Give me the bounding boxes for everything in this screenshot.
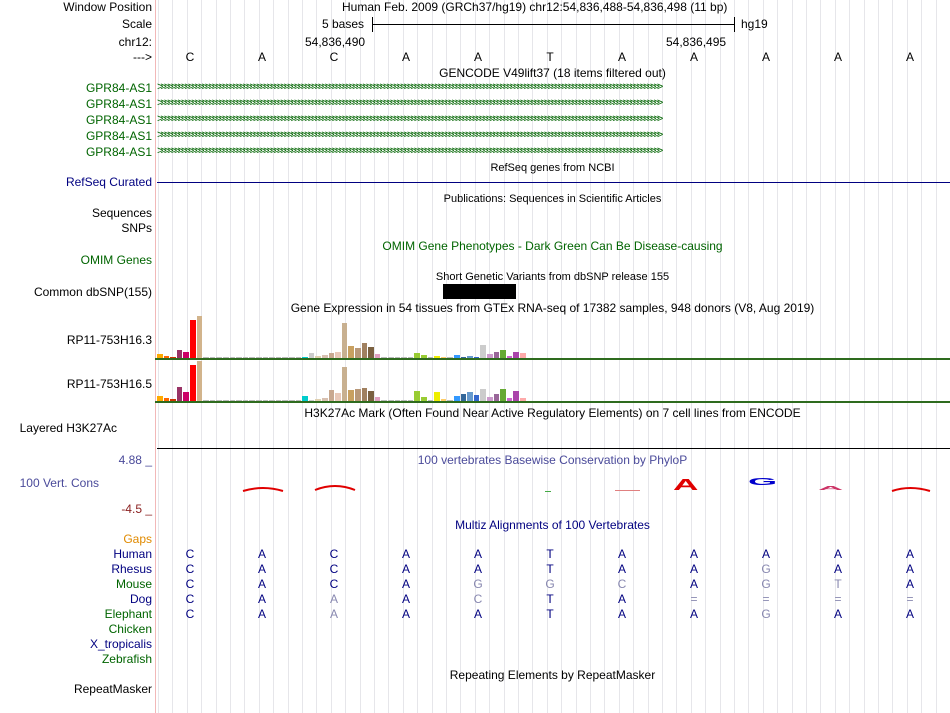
gtex-bar[interactable]	[500, 389, 506, 401]
species-label[interactable]: Rhesus	[111, 562, 152, 576]
gtex-bar[interactable]	[329, 390, 335, 401]
alignment-base: A	[257, 562, 266, 576]
gtex-bar[interactable]	[342, 367, 348, 401]
cons-logo-a2: A	[818, 486, 844, 492]
alignment-base: C	[329, 562, 339, 576]
gtex-bar[interactable]	[190, 320, 196, 358]
alignment-base: G	[761, 607, 771, 621]
omim-label[interactable]: OMIM Genes	[80, 253, 152, 267]
conservation-plot[interactable]	[155, 470, 950, 500]
alignment-base: A	[401, 547, 410, 561]
gencode-item-label[interactable]: GPR84-AS1	[85, 145, 152, 159]
alignment-base: A	[257, 592, 266, 606]
cons-logo-g: G	[748, 476, 778, 488]
gtex-bar[interactable]	[461, 394, 467, 401]
scale-bar	[372, 24, 734, 25]
multiz-title: Multiz Alignments of 100 Vertebrates	[455, 518, 650, 532]
gtex-bar[interactable]	[197, 316, 203, 358]
gtex-title: Gene Expression in 54 tissues from GTEx RNA-seq of 17382 samples, 948 donors (V8, Aug 2019)	[290, 301, 815, 315]
alignment-base: G	[473, 577, 483, 591]
gtex-bar[interactable]	[480, 345, 486, 358]
ruler-base: C	[185, 50, 195, 64]
gtex-bar[interactable]	[362, 388, 368, 401]
snps-label[interactable]: SNPs	[121, 221, 152, 235]
alignment-base: A	[329, 607, 338, 621]
alignment-base: =	[690, 592, 698, 606]
alignment-base: A	[689, 562, 698, 576]
coord-left: 54,836,490	[305, 35, 366, 49]
alignment-base: A	[905, 577, 914, 591]
alignment-base: A	[617, 592, 626, 606]
species-label[interactable]: Mouse	[115, 577, 152, 591]
sequences-label[interactable]: Sequences	[91, 206, 152, 220]
gencode-transcript[interactable]: >>>>>>>>>>>>>>>>>>>>>>>>>>>>>>>>>>>>>>>>>>>>>>>>>>>>>>>>>>>>>>>>>>>>>>>>>>>>>>>>>>>>>>>>>>>>>>>>>>>>>>>>>>>>>>>>>>>>>>>>>>>>>>>>>>>>>>>>>>>>>>>>>>>	[157, 113, 661, 125]
gtex-bar[interactable]	[342, 323, 348, 358]
chrom-label: chr12:	[118, 35, 152, 49]
cons-mark-3	[545, 491, 551, 492]
alignment-base: =	[906, 592, 914, 606]
conservation-min: -4.5 _	[121, 502, 152, 516]
species-label[interactable]: Chicken	[108, 622, 152, 636]
gtex-bar[interactable]	[494, 394, 500, 401]
alignment-base: A	[905, 562, 914, 576]
gtex-bar[interactable]	[183, 392, 189, 401]
alignment-base: A	[833, 547, 842, 561]
alignment-base: A	[905, 607, 914, 621]
window-position-label: Window Position	[63, 0, 152, 14]
alignment-base: A	[473, 562, 482, 576]
gencode-item-label[interactable]: GPR84-AS1	[85, 129, 152, 143]
conservation-label[interactable]: 100 Vert. Cons	[19, 476, 99, 490]
ruler-base: A	[905, 50, 914, 64]
species-label[interactable]: X_tropicalis	[89, 637, 152, 651]
alignment-base: T	[834, 577, 842, 591]
gtex-bar[interactable]	[480, 389, 486, 401]
window-position-value: Human Feb. 2009 (GRCh37/hg19) chr12:54,836,488-54,836,498 (11 bp)	[342, 0, 728, 14]
refseq-line[interactable]	[157, 182, 950, 183]
repeatmasker-label[interactable]: RepeatMasker	[73, 682, 152, 696]
h3k27ac-label[interactable]: Layered H3K27Ac	[19, 421, 117, 435]
alignment-base: C	[617, 577, 627, 591]
alignment-base: A	[617, 547, 626, 561]
gtex-gene-1-label[interactable]: RP11-753H16.3	[66, 333, 152, 347]
alignment-base: =	[762, 592, 770, 606]
alignment-base: G	[761, 562, 771, 576]
alignment-base: T	[546, 562, 554, 576]
alignment-base: T	[546, 547, 554, 561]
alignment-base: A	[833, 562, 842, 576]
alignment-base: A	[401, 577, 410, 591]
coord-right: 54,836,495	[666, 35, 727, 49]
alignment-base: C	[185, 547, 195, 561]
refseq-title: RefSeq genes from NCBI	[490, 162, 615, 174]
alignment-base: C	[185, 607, 195, 621]
alignment-base: A	[617, 607, 626, 621]
alignment-base: T	[546, 592, 554, 606]
gtex-bar[interactable]	[348, 346, 354, 358]
ruler-base: A	[473, 50, 482, 64]
dbsnp-variant[interactable]	[443, 284, 516, 299]
alignment-base: A	[689, 577, 698, 591]
ruler-base: C	[329, 50, 339, 64]
cons-mark-2	[315, 486, 355, 490]
scale-bar-left-tick	[372, 17, 373, 32]
alignment-base: A	[617, 562, 626, 576]
gtex-baseline-2	[155, 401, 950, 403]
alignment-base: A	[401, 592, 410, 606]
dbsnp-label[interactable]: Common dbSNP(155)	[33, 285, 152, 299]
alignment-base: A	[401, 607, 410, 621]
gencode-item-label[interactable]: GPR84-AS1	[85, 81, 152, 95]
alignment-base: C	[185, 577, 195, 591]
species-label[interactable]: Dog	[129, 592, 152, 606]
alignment-base: A	[473, 547, 482, 561]
gtex-gene-2-label[interactable]: RP11-753H16.5	[66, 377, 152, 391]
label-separator	[155, 0, 156, 713]
alignment-base: C	[329, 577, 339, 591]
gtex-bar[interactable]	[467, 392, 473, 401]
cons-mark-4	[615, 490, 640, 491]
gtex-bar[interactable]	[355, 348, 361, 358]
species-label[interactable]: Zebrafish	[101, 652, 152, 666]
alignment-base: A	[905, 547, 914, 561]
gtex-bar[interactable]	[414, 391, 420, 401]
gencode-transcript[interactable]: >>>>>>>>>>>>>>>>>>>>>>>>>>>>>>>>>>>>>>>>>>>>>>>>>>>>>>>>>>>>>>>>>>>>>>>>>>>>>>>>>>>>>>>>>>>>>>>>>>>>>>>>>>>>>>>>>>>>>>>>>>>>>>>>>>>>>>>>>>>>>>>>>>>	[157, 129, 661, 141]
alignment-base: A	[401, 562, 410, 576]
h3k27ac-title: H3K27Ac Mark (Often Found Near Active Regulatory Elements) on 7 cell lines from ENCODE	[304, 406, 801, 420]
gtex-bar[interactable]	[362, 343, 368, 358]
gtex-bar[interactable]	[368, 391, 374, 401]
gtex-baseline-1	[155, 358, 950, 360]
gencode-item-label[interactable]: GPR84-AS1	[85, 113, 152, 127]
dbsnp-title: Short Genetic Variants from dbSNP release 155	[435, 271, 670, 283]
alignment-base: T	[546, 607, 554, 621]
gencode-transcript[interactable]: >>>>>>>>>>>>>>>>>>>>>>>>>>>>>>>>>>>>>>>>>>>>>>>>>>>>>>>>>>>>>>>>>>>>>>>>>>>>>>>>>>>>>>>>>>>>>>>>>>>>>>>>>>>>>>>>>>>>>>>>>>>>>>>>>>>>>>>>>>>>>>>>>>>	[157, 97, 661, 109]
gtex-bar[interactable]	[434, 392, 440, 401]
gencode-title: GENCODE V49lift37 (18 items filtered out)	[439, 66, 666, 80]
alignment-base: A	[689, 607, 698, 621]
species-label[interactable]: Elephant	[104, 607, 152, 621]
gencode-item-label[interactable]: GPR84-AS1	[85, 97, 152, 111]
repeatmasker-title: Repeating Elements by RepeatMasker	[449, 668, 656, 682]
gtex-bar[interactable]	[177, 387, 183, 401]
conservation-max: 4.88 _	[118, 453, 152, 467]
alignment-base: A	[689, 547, 698, 561]
gtex-bar[interactable]	[500, 350, 506, 358]
gencode-transcript[interactable]: >>>>>>>>>>>>>>>>>>>>>>>>>>>>>>>>>>>>>>>>>>>>>>>>>>>>>>>>>>>>>>>>>>>>>>>>>>>>>>>>>>>>>>>>>>>>>>>>>>>>>>>>>>>>>>>>>>>>>>>>>>>>>>>>>>>>>>>>>>>>>>>>>>>	[157, 145, 661, 157]
ruler-base: A	[833, 50, 842, 64]
gtex-bar[interactable]	[513, 391, 519, 401]
cons-mark-1	[243, 488, 283, 491]
alignment-base: A	[473, 607, 482, 621]
species-label[interactable]: Human	[113, 547, 152, 561]
alignment-base: A	[257, 577, 266, 591]
strand-label: --->	[133, 50, 152, 64]
alignment-base: G	[545, 577, 555, 591]
alignment-base: A	[329, 592, 338, 606]
refseq-label[interactable]: RefSeq Curated	[65, 175, 152, 189]
publications-title: Publications: Sequences in Scientific Articles	[443, 193, 662, 205]
alignment-base: C	[185, 562, 195, 576]
gtex-bar[interactable]	[355, 389, 361, 401]
alignment-base: C	[473, 592, 483, 606]
alignment-base: =	[834, 592, 842, 606]
gtex-bar[interactable]	[368, 347, 374, 358]
alignment-base: A	[257, 607, 266, 621]
gtex-bar[interactable]	[190, 365, 196, 401]
scale-value: 5 bases	[322, 17, 365, 31]
ruler-base: A	[761, 50, 770, 64]
h3k27ac-baseline	[157, 448, 950, 449]
scale-assembly: hg19	[741, 17, 768, 31]
scale-bar-right-tick	[734, 17, 735, 32]
ruler-base: A	[689, 50, 698, 64]
ruler-base: A	[257, 50, 266, 64]
gtex-bar[interactable]	[348, 390, 354, 401]
alignment-base: G	[761, 577, 771, 591]
gtex-bar[interactable]	[197, 361, 203, 401]
omim-title: OMIM Gene Phenotypes - Dark Green Can Be Disease-causing	[382, 239, 723, 253]
alignment-base: A	[833, 607, 842, 621]
gtex-bar[interactable]	[177, 350, 183, 358]
alignment-base: A	[761, 547, 770, 561]
alignment-base: A	[257, 547, 266, 561]
ruler-base: A	[617, 50, 626, 64]
conservation-title: 100 vertebrates Basewise Conservation by PhyloP	[417, 453, 688, 467]
alignment-base: C	[185, 592, 195, 606]
gtex-bar[interactable]	[335, 393, 341, 401]
alignment-base: C	[329, 547, 339, 561]
scale-label: Scale	[121, 17, 152, 31]
gencode-transcript[interactable]: >>>>>>>>>>>>>>>>>>>>>>>>>>>>>>>>>>>>>>>>>>>>>>>>>>>>>>>>>>>>>>>>>>>>>>>>>>>>>>>>>>>>>>>>>>>>>>>>>>>>>>>>>>>>>>>>>>>>>>>>>>>>>>>>>>>>>>>>>>>>>>>>>>>	[157, 81, 661, 93]
ruler-base: A	[401, 50, 410, 64]
ruler-base: T	[546, 50, 554, 64]
cons-logo-a: A	[673, 477, 699, 494]
cons-logo-a3	[890, 483, 935, 493]
gaps-label[interactable]: Gaps	[123, 532, 152, 546]
